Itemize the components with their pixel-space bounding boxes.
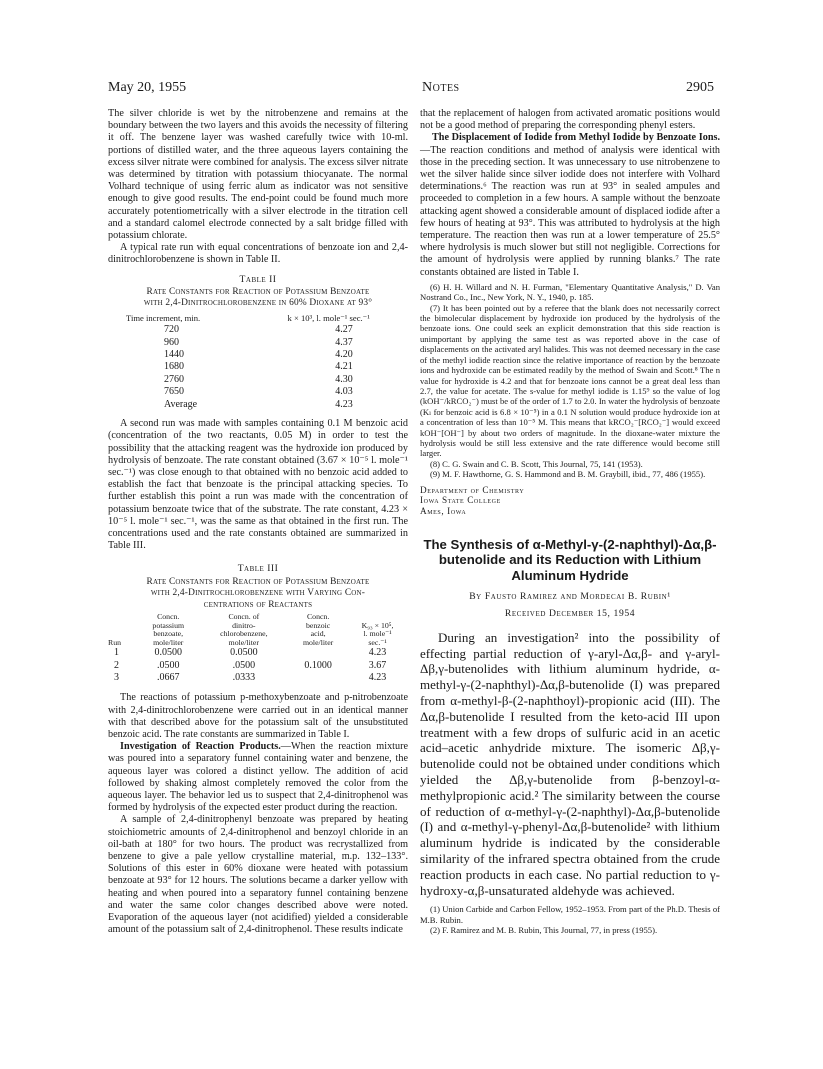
table-header: Run: [108, 637, 121, 647]
byline: By Fausto Ramirez and Mordecai B. Rubin¹: [469, 591, 671, 603]
paragraph: A sample of 2,4-dinitrophenyl benzoate was prepared by heating stoichiometric amounts of 2,4-dinitrophenol and benzoyl chloride in an oil-bath at 180° for two hours. The product was recrystallized from benzene to give a pale yellow crystalline material, m.p. 132–133°. Solutions of this ester in 60% dioxane were heated with potassium benzoate at 93° for 12 hours. The solutions became a darker yellow with heating and when poured into a separatory funnel containing benzene and water the same color changes described above were noted. Evaporation of the aqueous layer (not acidified) yielded a considerable amount of the potassium salt of 2,4-dinitrophenol. These results indicate: [108, 814, 408, 936]
table-ii: [108, 312, 408, 411]
table-header: Concn. of dinitro- chlorobenzene, mole/liter: [220, 612, 268, 647]
table-row: [108, 374, 408, 386]
table-cell: 4.37: [335, 336, 353, 348]
right-column: [420, 108, 720, 936]
table-cell: 0.1000: [304, 659, 332, 671]
table-row: [108, 349, 408, 361]
footnote: (7) It has been pointed out by a referee that the blank does not necessarily correct the bimolecular displacement by hydroxide ion produced by the hydrolysis of the benzoate ions. One could seek an explicit demonstration that this side reaction is unimportant by applying the same test as was reported above in the case of displacements on the activated aryl halides. This was not deemed necessary in the case of the methyl iodide reaction since the relative importance of reaction by the benzoate ions and hydroxide can be estimated readily by the method of Swain and Scott.⁸ The n value for hydroxide is 4.2 and that for benzoate ions cannot be a great deal less than 2.7, the value for acetate. The s-value for methyl iodide is 1.15⁹ so the value of log (kOH⁻/kRCO₂⁻) must be of the order of 1.7 to 2.0. In water the hydrolysis of benzoate (Kₗ for benzoic acid is 6.8 × 10⁻⁵) in a 0.1 N solution would produce hydroxide ion at a concentration of less than 10⁻⁵ M. This means that kRCO₂⁻[RCO₂⁻] would exceed kOH⁻[OH⁻] by about two orders of magnitude. In the dioxane-water mixture the hydrolysis would be still less extensive and the rate difference would become still larger.: [420, 302, 720, 459]
paragraph: A typical rate run with equal concentrations of benzoate ion and 2,4-dinitrochlorobenzene is shown in Table II.: [108, 242, 408, 266]
table-cell: 4.20: [335, 349, 353, 361]
table-row: [108, 386, 408, 398]
table-header: Time increment, min.: [126, 312, 201, 323]
table-cell: 3: [114, 672, 119, 683]
table-cell: Average: [164, 398, 198, 410]
table-cell: .0667: [156, 672, 180, 683]
table-cell: 4.23: [335, 398, 353, 410]
table-row: [108, 337, 408, 349]
paragraph: A second run was made with samples containing 0.1 M benzoic acid (concentration of the two reactants, 0.05 M) in order to test the possibility that the attacking reagent was the hydroxide ion produced by hydrolysis of benzoate. The rate constant obtained (3.67 × 10⁻⁵ l. mole⁻¹ sec.⁻¹) was close enough to that obtained with no benzoic acid added to establish the fact that benzoate is the principal attacking species. To further establish this point a run was made with the concentration of potassium benzoate twice that of the substrate. The rate constant, 4.23 × 10⁻⁵ l. mole⁻¹ sec.⁻¹, was the same as that obtained in the first run. The concentrations used and the rate constants obtained are summarized in Table III.: [108, 418, 408, 552]
paragraph: The Displacement of Iodide from Methyl Iodide by Benzoate Ions.—The reaction conditions and method of analysis were identical with those in the preceding section. It was unnecessary to use nitrobenzene to wet the silver halide since silver iodide does not interfere with Volhard determinations.⁶ The reaction was run at 93° in sealed ampules and proceeded to completion in a few hours. A sample without the benzoate attacking agent showed a considerable amount of displaced iodide after a few hours of heating at 93°. This was attributed to hydrolysis at the high temperature. The reaction then was run at a lower temperature of 25.5° where hydrolysis is much slower but still not negligible. Corrections for the amount of hydrolysis were applied by running blanks.⁷ The rate constants obtained are listed in Table I.: [420, 132, 720, 278]
left-column: [108, 108, 408, 936]
section-heading: The Displacement of Iodide from Methyl Iodide by Benzoate Ions.: [432, 132, 720, 144]
table-cell: 720: [164, 324, 179, 336]
table-cell: [289, 672, 347, 684]
table-cell: 2760: [164, 373, 184, 385]
table-cell: .0500: [156, 659, 180, 671]
table-header: Concn. potassium benzoate, mole/liter: [152, 612, 185, 647]
table-header: k × 10³, l. mole⁻¹ sec.⁻¹: [287, 312, 370, 323]
footnote: (6) H. H. Willard and N. H. Furman, "Elementary Quantitative Analysis," D. Van Nostrand Co., Inc., New York, N. Y., 1940, p. 185.: [420, 281, 720, 303]
paragraph: The reactions of potassium p-methoxybenzoate and p-nitrobenzoate with 2,4-dinitrochlorobenzene were carried out in an identical manner with that described above for the potassium salt of the unsubstituted benzoic acid. The rate constants are summarized in Table I.: [108, 692, 408, 740]
paragraph: that the replacement of halogen from activated aromatic positions would not be a good method of preparing the corresponding phenyl esters.: [420, 108, 720, 132]
table-cell: 0.0500: [230, 647, 258, 659]
table-row: [108, 660, 408, 672]
footnote: (9) M. F. Hawthorne, G. S. Hammond and B. M. Graybill, ibid., 77, 486 (1955).: [430, 469, 706, 480]
table-caption: Table II: [239, 273, 277, 285]
table-cell: 4.27: [335, 324, 353, 336]
table-row: [108, 672, 408, 684]
table-cell: 2: [114, 659, 119, 671]
footnote: (8) C. G. Swain and C. B. Scott, This Journal, 75, 141 (1953).: [430, 458, 643, 469]
table-cell: 1: [114, 647, 119, 659]
table-cell: .0500: [232, 659, 256, 671]
table-row: [108, 324, 408, 336]
table-title: Rate Constants for Reaction of Potassium Benzoate with 2,4-Dinitrochlorobenzene with Varying Con- centrations of Reactants: [146, 576, 370, 610]
table-iii: [108, 613, 408, 684]
running-head-section: Notes: [422, 80, 460, 95]
paragraph: Investigation of Reaction Products.—When the reaction mixture was poured into a separatory funnel containing water and benzene, the aqueous layer was colored a distinct yellow. The addition of acid followed by shaking almost completely removed the color from the aqueous layer. The behavior led us to suspect that 2,4-dinitrophenol was formed by hydrolysis of the expected ester product during the reaction.: [108, 741, 408, 814]
table-cell: 0.0500: [154, 647, 182, 659]
table-title: Rate Constants for Reaction of Potassium Benzoate with 2,4-Dinitrochlorobenzene in 60% Dioxane at 93°: [143, 286, 373, 309]
footnote: (1) Union Carbide and Carbon Fellow, 1952–1953. From part of the Ph.D. Thesis of M.B. Rubin.: [420, 904, 720, 925]
table-cell: 3.67: [368, 659, 387, 671]
table-cell: 4.21: [335, 361, 353, 373]
table-cell: 4.30: [335, 373, 353, 385]
paragraph: The silver chloride is wet by the nitrobenzene and remains at the boundary between the two layers and this avoids the necessity of filtering it off. The benzene layer was washed carefully twice with 10-ml. portions of distilled water, and the three aqueous layers containing the excess silver nitrate were combined for analysis. The excess silver nitrate was determined by titration with potassium thiocyanate. The normal Volhard technique of using ferric alum as indicator was not sensitive enough to give good results. The end-point could be found much more accurately potentiometrically with a silver electrode in the titration cell and a standard calomel electrode connected by a salt bridge filled with potassium chlorate.: [108, 108, 408, 242]
table-header: Concn. benzoic acid, mole/liter: [302, 612, 334, 647]
article-body: [420, 630, 720, 899]
running-head-date: May 20, 1955: [108, 80, 187, 95]
table-cell: 4.03: [335, 386, 353, 398]
table-row: [108, 361, 408, 373]
paragraph: During an investigation² into the possibility of effecting partial reduction of γ-aryl-Δα,β- and γ-aryl-Δβ,γ-butenolides with lithium aluminum hydride, α-methyl-γ-(2-naphthyl)-Δα,β-butenolide (I) was prepared from α-methyl-β-(2-naphthoyl)-propionic acid (III). The Δα,β-butenolide I resulted from the keto-acid III upon treatment with a few drops of sulfuric acid in an acetic acid–acetic anhydride mixture. The isomeric Δβ,γ-butenolide could not be obtained under conditions which yielded the Δβ,γ-butenolide from β-benzoyl-α-methylpropionic acid.² The similarity between the course of reduction of α-methyl-γ-(2-naphthyl)-Δα,β-butenolide (I) and α-methyl-γ-phenyl-Δα,β-butenolide² with lithium aluminum hydride is indicated by the considerable similarity of the infrared spectra obtained from the crude reaction products in each case. No partial reduction to γ-hydroxy-α,β-unsaturated aldehyde was achieved.: [420, 629, 720, 898]
footnote: (2) F. Ramirez and M. B. Rubin, This Journal, 77, in press (1955).: [430, 925, 658, 936]
table-cell: [289, 647, 347, 659]
table-header: K₉₃ × 10⁵, l. mole⁻¹ sec.⁻¹: [361, 620, 394, 647]
table-cell: 4.23: [368, 647, 387, 659]
table-cell: 1680: [164, 361, 184, 373]
table-cell: 1440: [164, 349, 184, 361]
table-cell: 7650: [164, 386, 184, 398]
table-cell: 4.23: [368, 672, 387, 683]
page-number: 2905: [686, 80, 714, 95]
table-cell: .0333: [232, 672, 256, 683]
affiliation: Department of Chemistry Iowa State College Ames, Iowa: [420, 484, 525, 517]
section-heading: Investigation of Reaction Products.: [120, 741, 281, 753]
article-title: The Synthesis of α-Methyl-γ-(2-naphthyl)-Δα,β-butenolide and its Reduction with Lithium Aluminum Hydride: [423, 536, 717, 583]
table-cell: 960: [164, 336, 179, 348]
table-caption: Table III: [237, 563, 279, 575]
received-date: Received December 15, 1954: [504, 607, 636, 619]
table-row: [108, 647, 408, 659]
